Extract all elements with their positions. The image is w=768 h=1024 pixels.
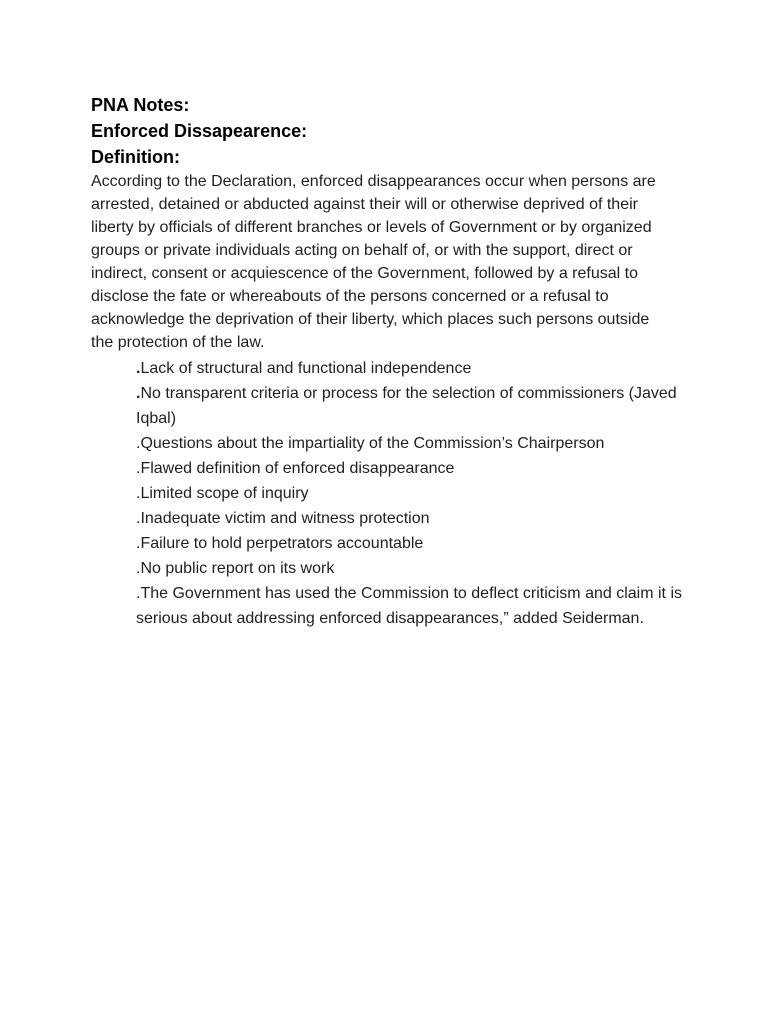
list-item-text: Limited scope of inquiry bbox=[140, 485, 309, 502]
bullet-mark: . bbox=[136, 510, 141, 527]
list-item-text: No public report on its work bbox=[140, 560, 335, 577]
points-list bbox=[91, 356, 696, 631]
list-item bbox=[136, 456, 696, 481]
list-item-text: Failure to hold perpetrators accountable bbox=[140, 535, 424, 552]
bullet-mark: . bbox=[136, 560, 141, 577]
definition-paragraph: According to the Declaration, enforced disappearances occur when persons are arrested, detained or abducted against their will or otherwise deprived of their liberty by officials of different branches or levels of Government or by organized groups or private individuals acting on behalf of, or with the support, direct or indirect, consent or acquiescence of the Government, followed by a refusal to disclose the fate or whereabouts of the persons concerned or a refusal to acknowledge the deprivation of their liberty, which places such persons outside the protection of the law. bbox=[91, 173, 656, 351]
list-item bbox=[136, 381, 696, 431]
list-item bbox=[136, 531, 696, 556]
list-item bbox=[136, 356, 696, 381]
bullet-mark: . bbox=[136, 385, 141, 402]
list-item-text: The Government has used the Commission to deflect criticism and claim it is serious about addressing enforced disappearances,” added Seiderman. bbox=[136, 585, 682, 627]
bullet-mark: . bbox=[136, 485, 141, 502]
list-item-text: Inadequate victim and witness protection bbox=[140, 510, 430, 527]
list-item-text: Flawed definition of enforced disappearance bbox=[140, 460, 455, 477]
topic-heading: Enforced Dissapearence: bbox=[91, 121, 308, 141]
notes-heading: PNA Notes: bbox=[91, 95, 190, 115]
list-item bbox=[136, 431, 696, 456]
list-item bbox=[136, 581, 696, 631]
document-page bbox=[91, 92, 691, 631]
definition-heading: Definition: bbox=[91, 147, 180, 167]
bullet-mark: . bbox=[136, 435, 141, 452]
list-item bbox=[136, 481, 696, 506]
list-item-text: Lack of structural and functional independence bbox=[140, 360, 472, 377]
list-item-text: No transparent criteria or process for the selection of commissioners (Javed Iqbal) bbox=[136, 385, 677, 427]
bullet-mark: . bbox=[136, 585, 141, 602]
list-item bbox=[136, 556, 696, 581]
list-item bbox=[136, 506, 696, 531]
bullet-mark: . bbox=[136, 360, 141, 377]
list-item-text: Questions about the impartiality of the Commission’s Chairperson bbox=[140, 435, 605, 452]
bullet-mark: . bbox=[136, 460, 141, 477]
bullet-mark: . bbox=[136, 535, 141, 552]
